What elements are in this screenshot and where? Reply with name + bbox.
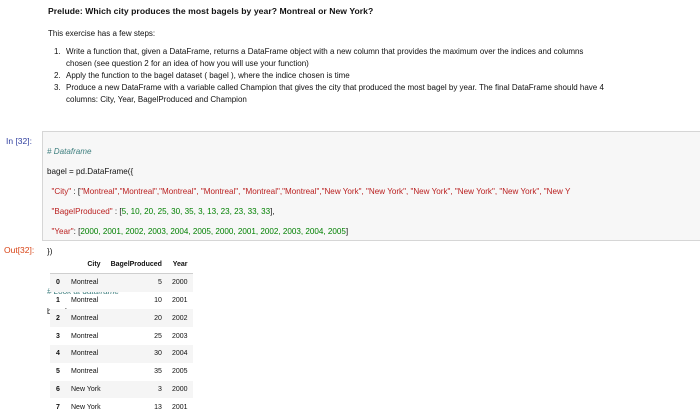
column-header: City <box>66 256 106 274</box>
step-text: Produce a new DataFrame with a variable called Champion that gives the city that produced the most bagel by year. The final DataFrame should have 4 <box>66 83 604 92</box>
code-line: bagel <box>47 307 67 316</box>
code-line-year <box>47 227 700 237</box>
cell-bagel: 13 <box>154 403 162 411</box>
cell-city: Montreal <box>71 368 99 376</box>
code-line-bagel <box>47 207 700 217</box>
cell-city: Montreal <box>71 332 99 340</box>
number-literal: 5, 10, 20, 25, 30, 35, 3, 13, 23, 23, 33, 33 <box>121 207 271 216</box>
code-comment: # Dataframe <box>47 147 92 156</box>
index-header <box>50 256 66 274</box>
cell-year: 2004 <box>171 350 188 358</box>
step-number: 1. <box>54 47 61 56</box>
output-prompt: Out[32]: <box>4 245 35 255</box>
cell-bagel: 25 <box>154 332 162 340</box>
step-text: Write a function that, given a DataFrame, returns a DataFrame object with a new column that provides the maximum over the indices and columns <box>66 47 584 56</box>
code-punctuation: : [ <box>71 187 81 196</box>
prelude-intro: This exercise has a few steps: <box>48 29 156 38</box>
code-punctuation: : [ <box>73 227 81 236</box>
step-text-continued: chosen (see question 2 for an idea of how you will use your function) <box>66 59 309 68</box>
prelude-title: Prelude: Which city produces the most bagels by year? Montreal or New York? <box>48 6 374 16</box>
cell-bagel: 5 <box>158 279 162 287</box>
code-line: bagel = pd.DataFrame({ <box>47 167 134 176</box>
code-punctuation: ], <box>270 207 275 216</box>
row-index: 1 <box>56 296 60 304</box>
cell-city: Montreal <box>71 279 99 287</box>
cell-year: 2003 <box>171 332 188 340</box>
row-index: 5 <box>56 368 60 376</box>
dataframe-table <box>50 256 193 416</box>
step-text-continued: columns: City, Year, BagelProduced and Champion <box>66 95 247 104</box>
string-literal: "Montreal","Montreal","Montreal", "Montreal", "Montreal","Montreal","New York", "New York", "New York", "New York", "New York", "New Y <box>80 187 571 196</box>
row-index: 4 <box>56 350 60 358</box>
input-prompt: In [32]: <box>6 136 32 146</box>
cell-bagel: 20 <box>154 314 162 322</box>
cell-year: 2001 <box>171 403 188 411</box>
row-index: 6 <box>56 385 60 393</box>
step-text: Apply the function to the bagel dataset ( bagel ), where the indice chosen is time <box>66 71 350 80</box>
table-row <box>50 327 193 345</box>
string-literal: "BagelProduced" <box>51 207 113 216</box>
code-line-city <box>47 187 700 197</box>
code-punctuation: ] <box>345 227 349 236</box>
cell-bagel: 35 <box>154 368 162 376</box>
step-item <box>54 70 688 82</box>
column-header: Year <box>167 256 193 274</box>
cell-year: 2000 <box>171 279 188 287</box>
cell-city: Montreal <box>71 314 99 322</box>
code-line: }) <box>47 247 53 256</box>
table-row <box>50 363 193 381</box>
cell-year: 2005 <box>171 368 188 376</box>
step-item <box>54 82 688 106</box>
table-row <box>50 398 193 416</box>
cell-bagel: 3 <box>158 385 162 393</box>
table-row <box>50 309 193 327</box>
table-row <box>50 381 193 399</box>
cell-city: New York <box>71 403 101 411</box>
step-item <box>54 46 688 70</box>
table-row <box>50 292 193 310</box>
code-cell-editor[interactable] <box>42 131 700 316</box>
cell-bagel: 10 <box>154 296 162 304</box>
step-number: 2. <box>54 71 61 80</box>
row-index: 3 <box>56 332 60 340</box>
steps-list <box>54 46 688 106</box>
cell-year: 2000 <box>171 385 188 393</box>
cell-year: 2001 <box>171 296 188 304</box>
table-row <box>50 345 193 363</box>
table-row <box>50 274 193 292</box>
cell-city: New York <box>71 385 101 393</box>
string-literal: "Year" <box>51 227 74 236</box>
code-comment: # Look at dataframe <box>47 287 119 296</box>
number-literal: 2000, 2001, 2002, 2003, 2004, 2005, 2000, 2001, 2002, 2003, 2004, 2005 <box>80 227 346 236</box>
step-number: 3. <box>54 83 61 92</box>
row-index: 0 <box>56 279 60 287</box>
markdown-cell[interactable] <box>48 6 688 106</box>
string-literal: "City" <box>51 187 72 196</box>
cell-year: 2002 <box>171 314 188 322</box>
row-index: 7 <box>56 403 60 411</box>
table-header-row <box>50 256 193 274</box>
row-index: 2 <box>56 314 60 322</box>
cell-city: Montreal <box>71 350 99 358</box>
column-header: BagelProduced <box>106 256 167 274</box>
cell-city: Montreal <box>71 296 99 304</box>
cell-bagel: 30 <box>154 350 162 358</box>
code-punctuation: : [ <box>112 207 122 216</box>
